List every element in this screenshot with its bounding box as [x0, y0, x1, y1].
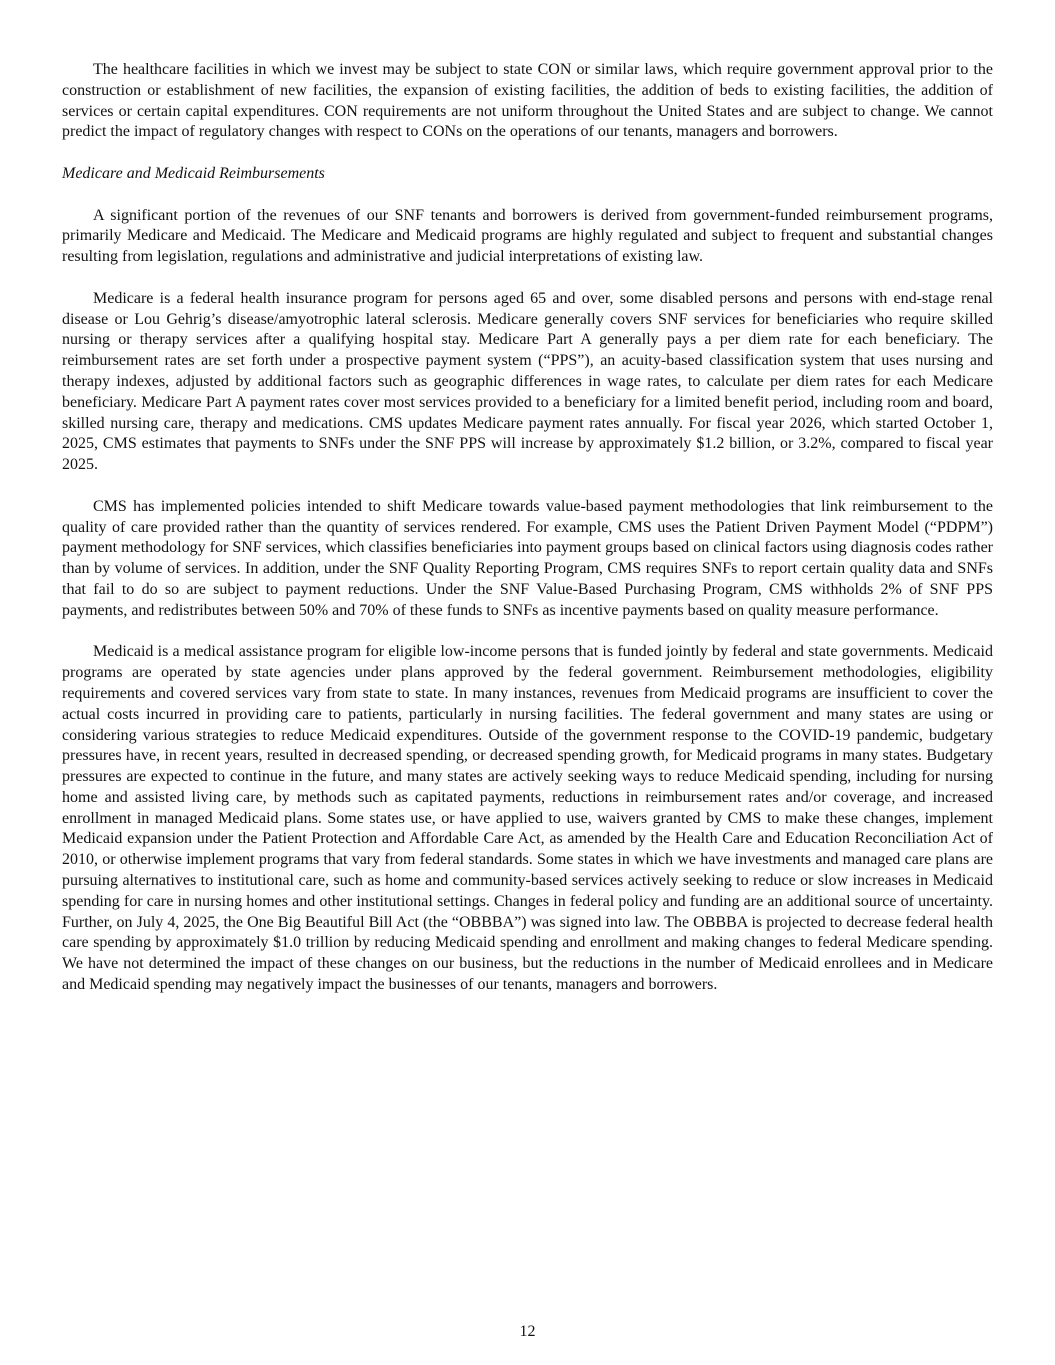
paragraph-value-based-payment: CMS has implemented policies intended to shift Medicare towards value-based payment methodologies that link reimbursement to the quality of care provided rather than the quantity of services rendered. For example, CMS uses the Patient Driven Payment Model (“PDPM”) payment methodology for SNF services, which classifies beneficiaries into payment groups based on clinical factors using diagnosis codes rather than by volume of services. In addition, under the SNF Quality Reporting Program, CMS requires SNFs to report certain quality data and SNFs that fail to do so are subject to payment reductions. Under the SNF Value-Based Purchasing Program, CMS withholds 2% of SNF PPS payments, and redistributes between 50% and 70% of these funds to SNFs as incentive payments based on quality measure performance.	[62, 497, 993, 619]
section-heading: Medicare and Medicaid Reimbursements	[62, 164, 325, 182]
paragraph-revenue-sources: A significant portion of the revenues of our SNF tenants and borrowers is derived from government-funded reimbursement programs, primarily Medicare and Medicaid. The Medicare and Medicaid programs are highly regulated and subject to frequent and substantial changes resulting from legislation, regulations and administrative and judicial interpretations of existing law.	[62, 206, 993, 266]
document-page	[62, 60, 993, 1017]
paragraph-con-laws: The healthcare facilities in which we invest may be subject to state CON or similar laws, which require government approval prior to the construction or establishment of new facilities, the expansion of existing facilities, the addition of beds to existing facilities, the addition of services or certain capital expenditures. CON requirements are not uniform throughout the United States and are subject to change. We cannot predict the impact of regulatory changes with respect to CONs on the operations of our tenants, managers and borrowers.	[62, 61, 993, 141]
paragraph-medicaid: Medicaid is a medical assistance program for eligible low-income persons that is funded jointly by federal and state governments. Medicaid programs are operated by state agencies under plans approved by the federal government. Reimbursement methodologies, eligibility requirements and covered services vary from state to state. In many instances, revenues from Medicaid programs are insufficient to cover the actual costs incurred in providing care to patients, particularly in nursing facilities. The federal government and many states are using or considering various strategies to reduce Medicaid expenditures. Outside of the government response to the COVID-19 pandemic, budgetary pressures have, in recent years, resulted in decreased spending, or decreased spending growth, for Medicaid programs in many states. Budgetary pressures are expected to continue in the future, and many states are actively seeking ways to reduce Medicaid spending, including for nursing home and assisted living care, by methods such as capitated payments, reductions in reimbursement rates and/or coverage, and increased enrollment in managed Medicaid plans. Some states use, or have applied to use, waivers granted by CMS to make these changes, implement Medicaid expansion under the Patient Protection and Affordable Care Act, as amended by the Health Care and Education Reconciliation Act of 2010, or otherwise implement programs that vary from federal standards. Some states in which we have investments and managed care plans are pursuing alternatives to institutional care, such as home and community-based services actively seeking to reduce or slow increases in Medicaid spending for care in nursing homes and other institutional settings. Changes in federal policy and funding are an additional source of uncertainty. Further, on July 4, 2025, the One Big Beautiful Bill Act (the “OBBBA”) was signed into law. The OBBBA is projected to decrease federal health care spending by approximately $1.0 trillion by reducing Medicaid spending and enrollment and making changes to federal Medicare spending. We have not determined the impact of these changes on our business, but the reductions in the number of Medicaid enrollees and in Medicare and Medicaid spending may negatively impact the businesses of our tenants, managers and borrowers.	[62, 643, 993, 994]
paragraph-medicare: Medicare is a federal health insurance program for persons aged 65 and over, some disabled persons and persons with end-stage renal disease or Lou Gehrig’s disease/amyotrophic lateral sclerosis. Medicare generally covers SNF services for beneficiaries who require skilled nursing or therapy services after a qualifying hospital stay. Medicare Part A generally pays a per diem rate for each beneficiary. The reimbursement rates are set forth under a prospective payment system (“PPS”), an acuity-based classification system that uses nursing and therapy indexes, adjusted by additional factors such as geographic differences in wage rates, to calculate per diem rates for each Medicare beneficiary. Medicare Part A payment rates cover most services provided to a beneficiary for a limited benefit period, including room and board, skilled nursing care, therapy and medications. CMS updates Medicare payment rates annually. For fiscal year 2026, which started October 1, 2025, CMS estimates that payments to SNFs under the SNF PPS will increase by approximately $1.2 billion, or 3.2%, compared to fiscal year 2025.	[62, 289, 993, 474]
page-number: 12	[519, 1323, 536, 1340]
